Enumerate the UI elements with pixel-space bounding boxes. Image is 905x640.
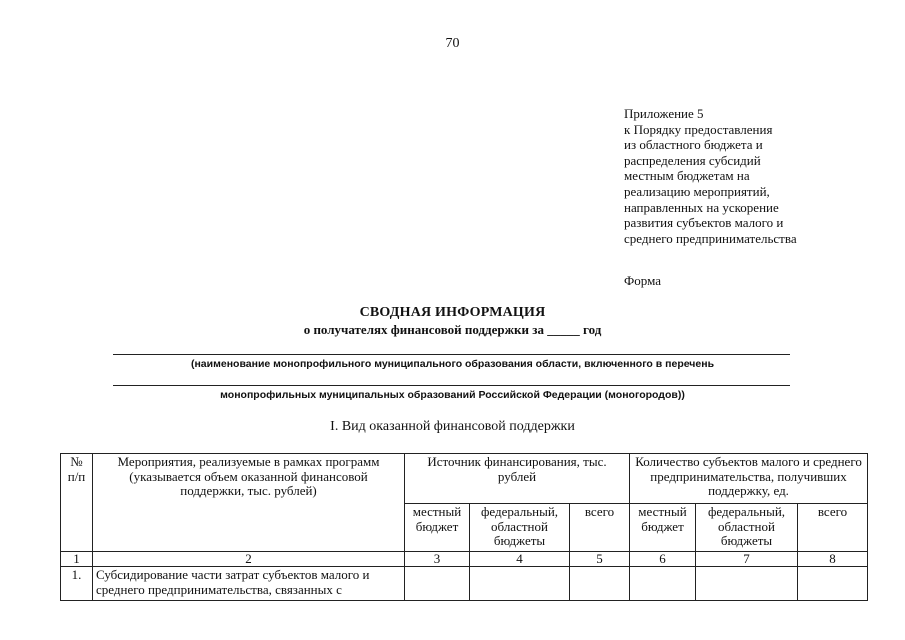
financial-support-table bbox=[60, 453, 868, 601]
column-number: 1 bbox=[61, 552, 93, 567]
document-subtitle: о получателях финансовой поддержки за _____ год bbox=[303, 322, 602, 337]
column-number: 2 bbox=[93, 552, 405, 567]
appendix-note bbox=[624, 106, 797, 246]
form-label: Форма bbox=[624, 273, 661, 288]
column-number: 7 bbox=[696, 552, 798, 567]
row-cell bbox=[405, 567, 470, 601]
row-activity: Субсидирование части затрат субъектов малого и среднего предпринимательства, связанных с bbox=[93, 567, 405, 601]
column-number: 5 bbox=[570, 552, 630, 567]
appendix-line: направленных на ускорение bbox=[624, 199, 779, 215]
header-subjects-count: Количество субъектов малого и среднего предпринимательства, получивших поддержку, ед. bbox=[630, 454, 868, 504]
header-federal-regional: федеральный, областной бюджеты bbox=[696, 504, 798, 552]
row-cell bbox=[696, 567, 798, 601]
municipality-caption-continued: монопрофильных муниципальных образований Российской Федерации (моногородов)) bbox=[220, 389, 685, 401]
municipality-caption: (наименование монопрофильного муниципального образования области, включенного в перечень bbox=[190, 358, 715, 370]
header-num: № п/п bbox=[61, 454, 93, 552]
appendix-line: к Порядку предоставления bbox=[624, 121, 773, 137]
row-num: 1. bbox=[61, 567, 93, 601]
header-activity: Мероприятия, реализуемые в рамках программ (указывается объем оказанной финансовой поддержки, тыс. рублей) bbox=[93, 454, 405, 552]
column-number: 8 bbox=[798, 552, 868, 567]
row-cell bbox=[470, 567, 570, 601]
section-title: I. Вид оказанной финансовой поддержки bbox=[330, 419, 575, 434]
row-cell bbox=[570, 567, 630, 601]
header-local-budget: местный бюджет bbox=[630, 504, 696, 552]
fill-in-line bbox=[113, 354, 790, 355]
fill-in-line bbox=[113, 385, 790, 386]
appendix-line: местным бюджетам на bbox=[624, 168, 750, 184]
row-cell bbox=[630, 567, 696, 601]
column-number: 6 bbox=[630, 552, 696, 567]
appendix-line: реализацию мероприятий, bbox=[624, 183, 770, 199]
column-number: 3 bbox=[405, 552, 470, 567]
header-total: всего bbox=[570, 504, 630, 552]
row-cell bbox=[798, 567, 868, 601]
document-title: СВОДНАЯ ИНФОРМАЦИЯ bbox=[359, 305, 546, 320]
column-number: 4 bbox=[470, 552, 570, 567]
header-total: всего bbox=[798, 504, 868, 552]
header-local-budget: местный бюджет bbox=[405, 504, 470, 552]
appendix-line: распределения субсидий bbox=[624, 152, 761, 168]
appendix-line: среднего предпринимательства bbox=[624, 230, 797, 246]
appendix-line: развития субъектов малого и bbox=[624, 215, 784, 231]
table-row bbox=[61, 567, 868, 601]
header-federal-regional: федеральный, областной бюджеты bbox=[470, 504, 570, 552]
page-number: 70 bbox=[445, 36, 460, 51]
appendix-line: Приложение 5 bbox=[624, 106, 704, 121]
appendix-line: из областного бюджета и bbox=[624, 137, 763, 153]
header-funding-source: Источник финансирования, тыс. рублей bbox=[405, 454, 630, 504]
